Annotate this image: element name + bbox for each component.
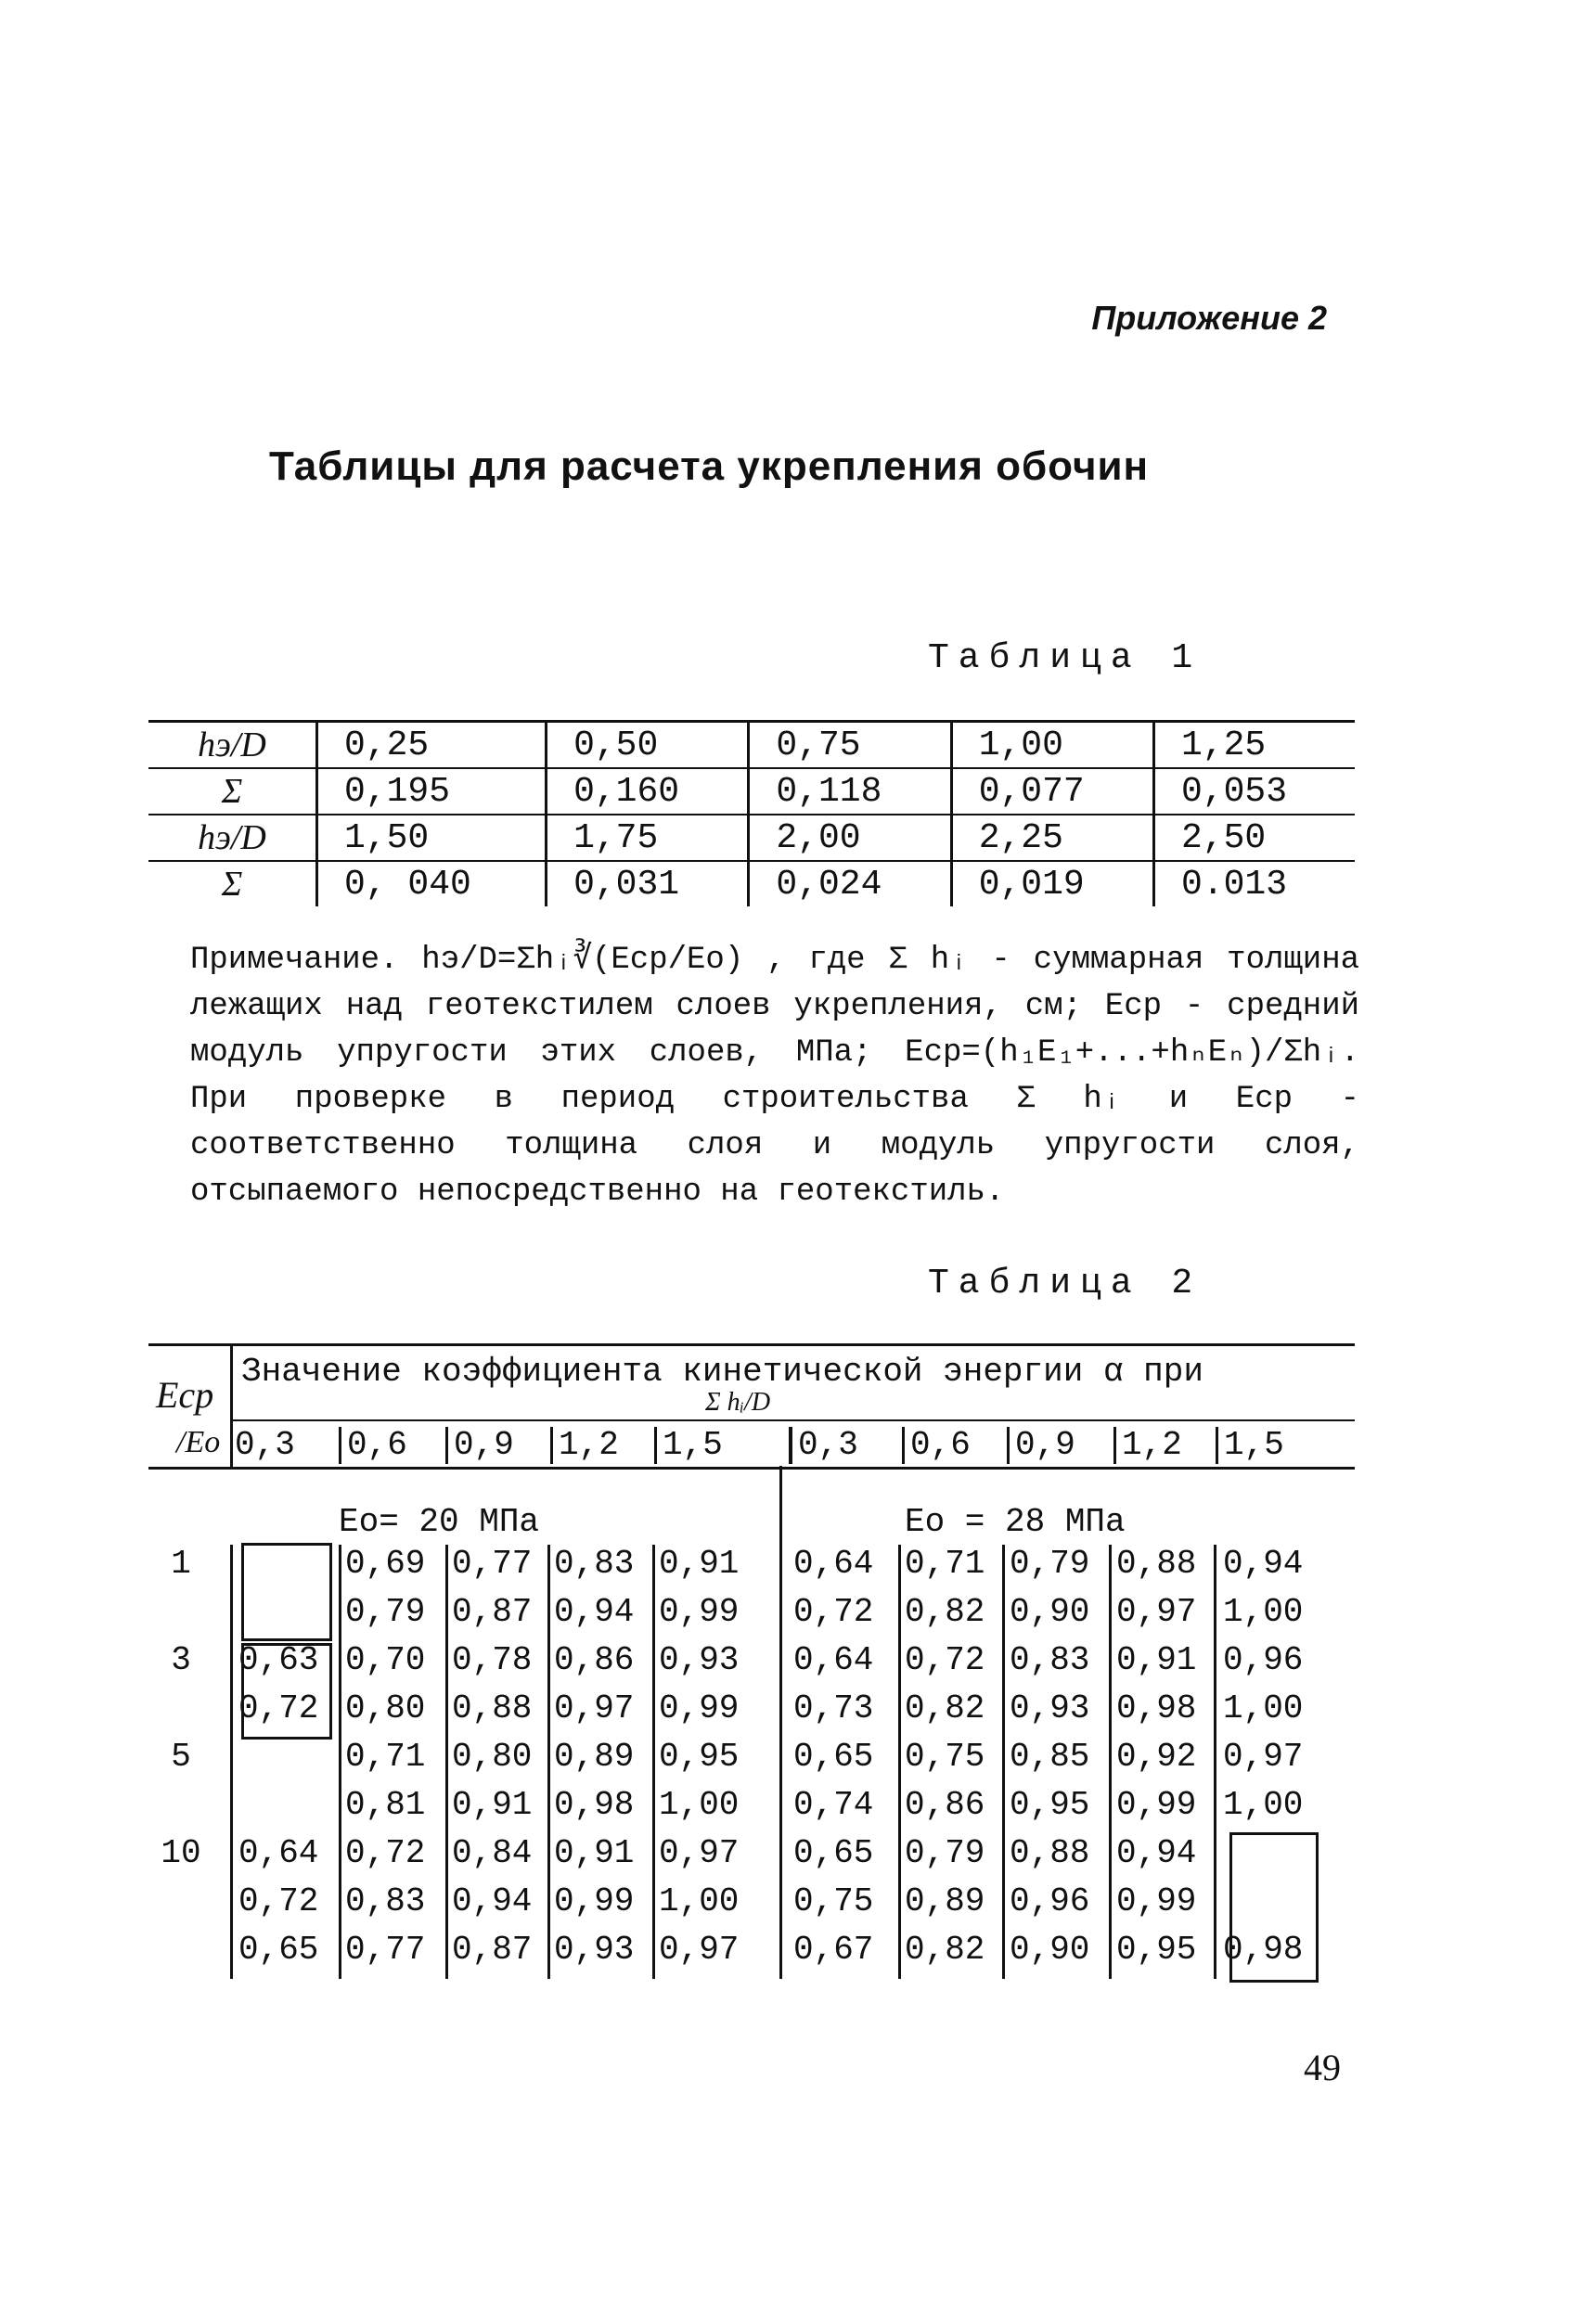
table1-row-head: hэ/D	[148, 815, 317, 861]
table2-cell: 0,75	[793, 1882, 874, 1920]
table2-cell: 0,92	[1116, 1738, 1197, 1776]
table1-cell: 0,160	[547, 768, 749, 815]
table2-cell: 0,95	[659, 1738, 740, 1776]
table2-column-header: 0,9	[1007, 1427, 1075, 1464]
table-1	[148, 720, 1355, 906]
table2-cell: 1,00	[1223, 1593, 1304, 1631]
corner-eo: /Eо	[176, 1425, 221, 1459]
table2-cell: 0,75	[905, 1738, 985, 1776]
table2-cell: 0,97	[1223, 1738, 1304, 1776]
table2-cell: 0,97	[659, 1931, 740, 1969]
table1-cell: 0,50	[547, 722, 749, 769]
table2-cell: 0,78	[452, 1641, 533, 1679]
table2-cell: 0,84	[452, 1834, 533, 1872]
table1-cell: 0,031	[547, 861, 749, 906]
table2-cell: 0,73	[793, 1689, 874, 1727]
table2-column-rule	[1109, 1545, 1112, 1979]
table2-cell: 0,80	[452, 1738, 533, 1776]
table2-cell: 0,97	[659, 1834, 740, 1872]
table2-cell: 0,96	[1010, 1882, 1090, 1920]
table2-cell: 0,83	[1010, 1641, 1090, 1679]
table2-cell: 0,82	[905, 1593, 985, 1631]
table2-row-label: 3	[171, 1641, 191, 1679]
table2-cell: 0,93	[554, 1931, 635, 1969]
table2-row-label: 1	[171, 1545, 191, 1583]
table2-cell: 0,97	[554, 1689, 635, 1727]
table1-cell: 1,00	[951, 722, 1153, 769]
table2-cell: 0,82	[905, 1931, 985, 1969]
table1-cell: 2,00	[749, 815, 951, 861]
table2-cell: 0,64	[238, 1834, 319, 1872]
group2-label: Eо = 28 МПа	[905, 1503, 1126, 1541]
table2-cell: 0,96	[1223, 1641, 1304, 1679]
table2-cell: 0,63	[238, 1641, 319, 1679]
table2-cell: 0,89	[905, 1882, 985, 1920]
table1-caption: Таблица 1	[928, 638, 1203, 678]
table2-cell: 0,93	[1010, 1689, 1090, 1727]
table2-cell: 1,00	[659, 1882, 740, 1920]
table1-cell: 0,077	[951, 768, 1153, 815]
table2-cell: 0,94	[452, 1882, 533, 1920]
table1-row	[148, 768, 1355, 815]
table1-row	[148, 722, 1355, 769]
table2-frame-box	[241, 1543, 332, 1641]
table1-cell: 2,25	[951, 815, 1153, 861]
table2-cell: 0,71	[345, 1738, 426, 1776]
table2-cell: 0,70	[345, 1641, 426, 1679]
table2-cell: 0,86	[554, 1641, 635, 1679]
table2-cell: 0,94	[554, 1593, 635, 1631]
table2-cell: 0,95	[1116, 1931, 1197, 1969]
table2-mid-rule	[230, 1419, 1355, 1421]
table2-caption: Таблица 2	[928, 1264, 1203, 1303]
table2-cell: 0,85	[1010, 1738, 1090, 1776]
table2-cell: 0,90	[1010, 1593, 1090, 1631]
table2-cell: 0,99	[659, 1689, 740, 1727]
table2-header-sub: Σ hᵢ/D	[705, 1388, 771, 1417]
table2-cell: 0,74	[793, 1786, 874, 1824]
table2-column-rule	[230, 1545, 233, 1979]
table2-cell: 0,77	[452, 1545, 533, 1583]
table2-cell: 0,79	[345, 1593, 426, 1631]
table1-cell: 1,75	[547, 815, 749, 861]
table1-cell: 2,50	[1154, 815, 1355, 861]
table2-cell: 0,94	[1223, 1545, 1304, 1583]
table1-row-head: hэ/D	[148, 722, 317, 769]
table2-frame-box	[241, 1643, 332, 1740]
table2-cell: 0,87	[452, 1931, 533, 1969]
table1-cell: 0, 040	[317, 861, 547, 906]
table2-cell: 0,91	[452, 1786, 533, 1824]
table2-column-rule	[547, 1545, 550, 1979]
table2-cell: 0,99	[1116, 1786, 1197, 1824]
table2-column-header: 1,5	[654, 1427, 723, 1464]
table2-cell: 0,88	[452, 1689, 533, 1727]
table2-cell: 0,69	[345, 1545, 426, 1583]
table2-column-header: 0,3	[789, 1427, 858, 1464]
table2-bottom-rule	[148, 1467, 1355, 1470]
appendix-label: Приложение 2	[1091, 299, 1327, 337]
table2-cell: 0,72	[238, 1882, 319, 1920]
table2-cell: 0,64	[793, 1641, 874, 1679]
table2-cell: 0,72	[793, 1593, 874, 1631]
table2-column-header: 0,3	[235, 1426, 295, 1464]
table2-column-header: 0,6	[902, 1427, 971, 1464]
table2-column-header: 1,2	[550, 1427, 619, 1464]
table2-cell: 0,89	[554, 1738, 635, 1776]
table2-cell: 0,90	[1010, 1931, 1090, 1969]
page-title: Таблицы для расчета укрепления обочин	[269, 443, 1150, 489]
table2-cell: 0,88	[1116, 1545, 1197, 1583]
table2-cell: 0,79	[905, 1834, 985, 1872]
table1-cell: 0,053	[1154, 768, 1355, 815]
table2-cell: 0,99	[554, 1882, 635, 1920]
table2-column-rule	[1002, 1545, 1005, 1979]
table2-column-header: 1,2	[1113, 1427, 1182, 1464]
table2-column-rule	[652, 1545, 655, 1979]
table2-cell: 0,99	[1116, 1882, 1197, 1920]
table2-cell: 0,65	[793, 1834, 874, 1872]
note-paragraph	[190, 937, 1359, 1215]
table2-corner-rule	[230, 1343, 233, 1467]
table2-cell: 0,67	[793, 1931, 874, 1969]
note-text: Примечание. hэ/D=Σhᵢ∛(Eср/Eо) , где Σ hᵢ - суммарная толщина лежащих над геотекстилем слоев укрепления, см; Eср - средний модуль упругости этих слоев, МПа; Eср=(h₁E₁+...+hₙEₙ)/Σhᵢ. При проверке в период строительства Σ hᵢ и Eср - соответственно толщина слоя и модуль упругости слоя, отсыпаемого непосредственно на геотекстиль.	[190, 943, 1359, 1210]
table2-column-header: 1,5	[1216, 1427, 1284, 1464]
table2-cell: 0,82	[905, 1689, 985, 1727]
table1-cell: 0.013	[1154, 861, 1355, 906]
table2-column-rule	[898, 1545, 901, 1979]
table2-cell: 0,72	[345, 1834, 426, 1872]
table1-cell: 0,019	[951, 861, 1153, 906]
page-number: 49	[1304, 2047, 1341, 2088]
table2-cell: 0,77	[345, 1931, 426, 1969]
table2-cell: 1,00	[1223, 1689, 1304, 1727]
table1-cell: 0,25	[317, 722, 547, 769]
table2-column-rule	[779, 1466, 782, 1979]
table1-row-head: Σ	[148, 861, 317, 906]
table2-cell: 0,97	[1116, 1593, 1197, 1631]
table2-column-rule	[445, 1545, 448, 1979]
table1-cell: 0,024	[749, 861, 951, 906]
table2-cell: 0,64	[793, 1545, 874, 1583]
table2-cell: 0,72	[905, 1641, 985, 1679]
table2-cell: 0,95	[1010, 1786, 1090, 1824]
table2-column-rule	[1214, 1545, 1216, 1979]
table1-cell: 0,75	[749, 722, 951, 769]
table2-cell: 1,00	[1223, 1786, 1304, 1824]
table2-cell: 0,91	[659, 1545, 740, 1583]
table2-cell: 0,87	[452, 1593, 533, 1631]
corner-ecp: Eср	[156, 1374, 214, 1416]
table2-cell: 0,71	[905, 1545, 985, 1583]
table2-cell: 0,88	[1010, 1834, 1090, 1872]
table2-cell: 1,00	[659, 1786, 740, 1824]
table2-row-label: 5	[171, 1738, 191, 1776]
table1-cell: 1,50	[317, 815, 547, 861]
table2-cell: 0,91	[554, 1834, 635, 1872]
group1-label: Eо= 20 МПа	[339, 1503, 540, 1541]
table2-cell: 0,93	[659, 1641, 740, 1679]
table2-cell: 0,83	[345, 1882, 426, 1920]
table1-row	[148, 815, 1355, 861]
table2-cell: 0,65	[793, 1738, 874, 1776]
table2-cell: 0,80	[345, 1689, 426, 1727]
table1-cell: 1,25	[1154, 722, 1355, 769]
table2-column-rule	[339, 1545, 341, 1979]
table2-cell: 0,94	[1116, 1834, 1197, 1872]
table2-cell: 0,72	[238, 1689, 319, 1727]
table1-cell: 0,118	[749, 768, 951, 815]
table2-cell: 0,98	[554, 1786, 635, 1824]
table2-cell: 0,65	[238, 1931, 319, 1969]
table2-cell: 0,91	[1116, 1641, 1197, 1679]
table2-cell: 0,83	[554, 1545, 635, 1583]
table2-cell: 0,98	[1116, 1689, 1197, 1727]
table2-row-label: 10	[161, 1834, 201, 1872]
table2-top-rule	[148, 1343, 1355, 1346]
table1-row-head: Σ	[148, 768, 317, 815]
table2-cell: 0,86	[905, 1786, 985, 1824]
table1-cell: 0,195	[317, 768, 547, 815]
table2-frame-box	[1229, 1832, 1319, 1983]
table2-cell: 0,81	[345, 1786, 426, 1824]
table2-cell: 0,98	[1223, 1931, 1304, 1969]
table2-column-header: 0,6	[339, 1427, 407, 1464]
table2-cell: 0,99	[659, 1593, 740, 1631]
table2-column-header: 0,9	[445, 1427, 514, 1464]
table2-cell: 0,79	[1010, 1545, 1090, 1583]
table1-row	[148, 861, 1355, 906]
table2-header-main: Значение коэффициента кинетической энергии α при	[241, 1353, 1203, 1391]
